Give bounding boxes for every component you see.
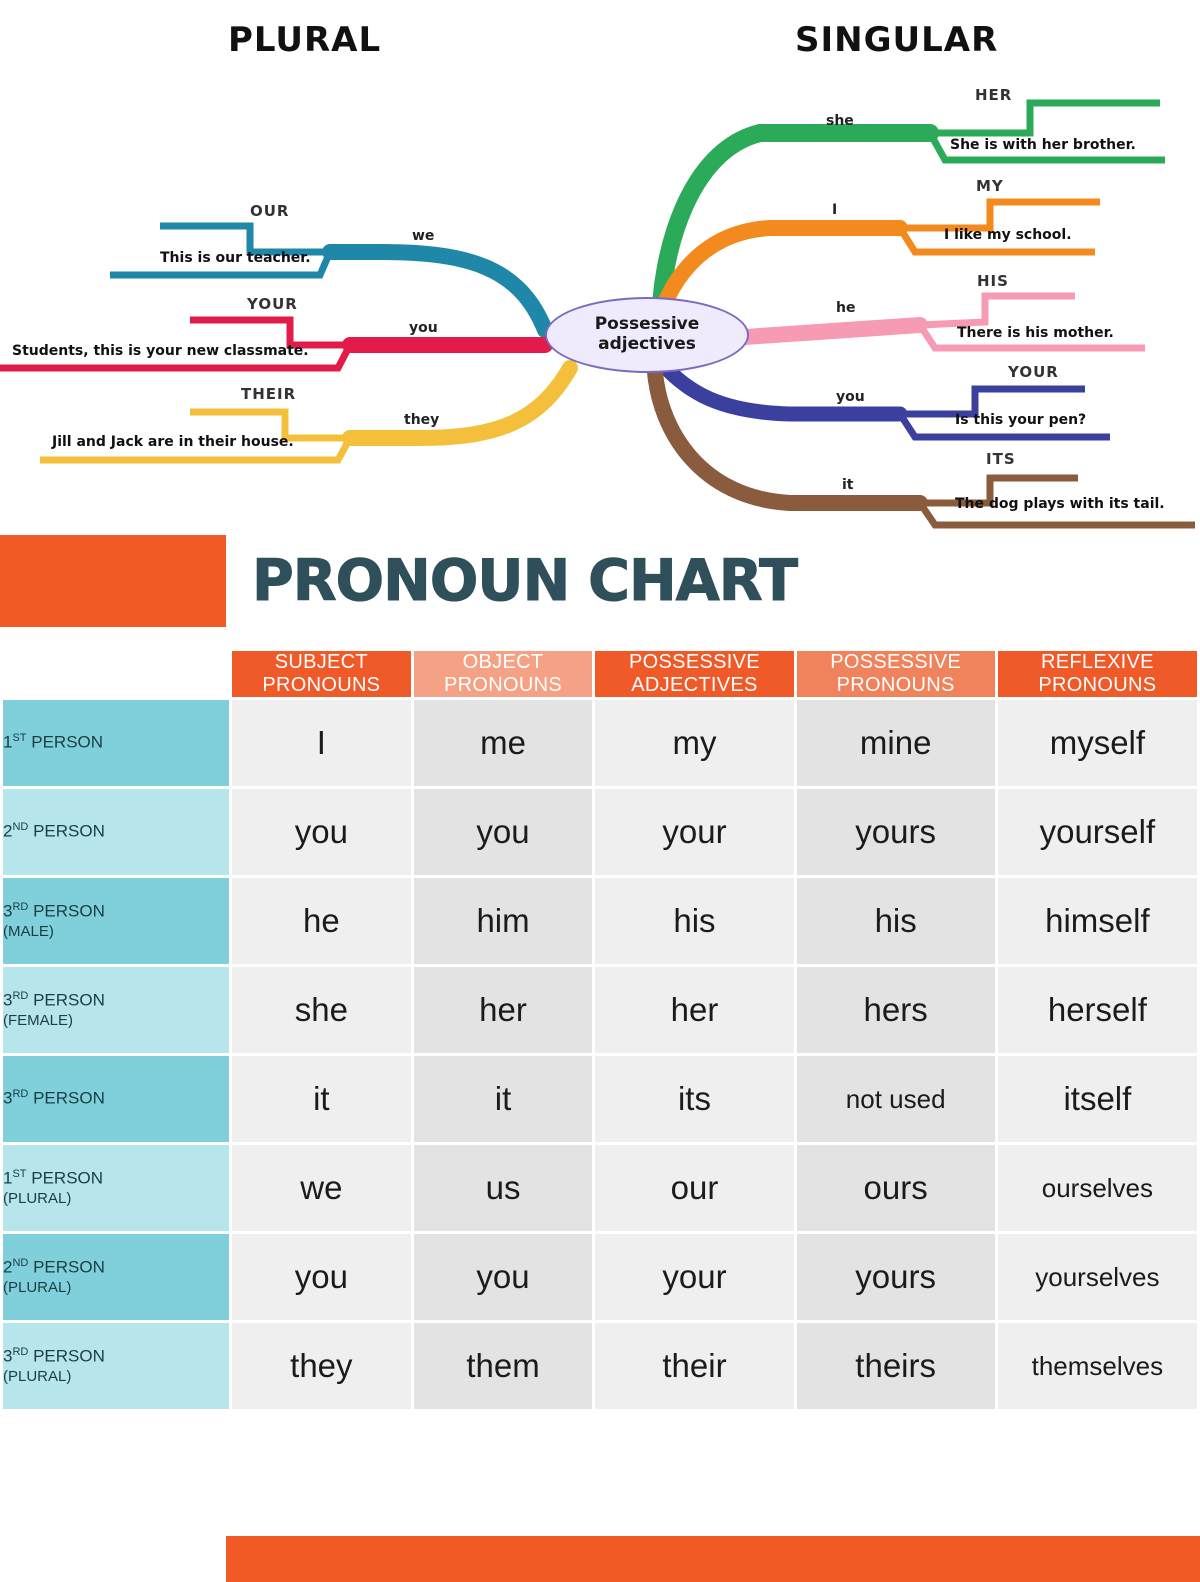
mindmap-heading-plural: PLURAL bbox=[228, 20, 382, 60]
cell-possessive-pronoun: theirs bbox=[797, 1323, 995, 1409]
cell-reflexive: yourselves bbox=[998, 1234, 1197, 1320]
row-label-rest: PERSON bbox=[28, 1347, 105, 1367]
column-header-reflexive-pronouns bbox=[998, 651, 1197, 697]
pronoun-chart bbox=[0, 535, 1200, 1582]
mindmap-center-node bbox=[545, 297, 749, 373]
row-ordinal: 2 bbox=[3, 822, 13, 842]
table-row bbox=[3, 789, 1197, 875]
column-header-line-1: POSSESSIVE bbox=[629, 651, 760, 673]
column-header-line-1: POSSESSIVE bbox=[830, 651, 962, 673]
cell-possessive-pronoun: yours bbox=[797, 1234, 995, 1320]
row-ordinal: 2 bbox=[3, 1258, 13, 1278]
cell-subject: he bbox=[232, 878, 411, 964]
cell-subject: you bbox=[232, 789, 411, 875]
row-ordinal: 1 bbox=[3, 733, 13, 753]
row-label-rest: PERSON bbox=[26, 733, 104, 753]
row-ordinal-suffix: ST bbox=[12, 1168, 27, 1181]
branch-key-her: HER bbox=[975, 86, 1013, 104]
branch-key-their: THEIR bbox=[241, 385, 297, 403]
table-row bbox=[3, 700, 1197, 786]
cell-reflexive: itself bbox=[998, 1056, 1197, 1142]
table-row bbox=[3, 1323, 1197, 1409]
row-ordinal: 1 bbox=[3, 1169, 13, 1189]
table-row bbox=[3, 1145, 1197, 1231]
branch-pronoun-we: we bbox=[412, 228, 435, 244]
row-header-2nd-person bbox=[3, 789, 229, 875]
row-header-2nd-person-plural bbox=[3, 1234, 229, 1320]
branch-key-our: OUR bbox=[250, 202, 290, 220]
cell-subject: it bbox=[232, 1056, 411, 1142]
row-header-3rd-person-neuter bbox=[3, 1056, 229, 1142]
page-title: PRONOUN CHART bbox=[252, 548, 797, 614]
cell-object: me bbox=[414, 700, 593, 786]
branch-key-my: MY bbox=[976, 177, 1004, 195]
cell-subject: she bbox=[232, 967, 411, 1053]
cell-reflexive: myself bbox=[998, 700, 1197, 786]
row-header-3rd-person-female bbox=[3, 967, 229, 1053]
column-header-object-pronouns bbox=[414, 651, 593, 697]
row-label-sub: (FEMALE) bbox=[3, 1011, 74, 1029]
row-label-sub: (MALE) bbox=[3, 922, 54, 940]
row-label-sub: (PLURAL) bbox=[3, 1189, 72, 1207]
row-ordinal-suffix: RD bbox=[12, 901, 29, 914]
branch-sentence-her: She is with her brother. bbox=[950, 137, 1136, 153]
branch-sentence-its: The dog plays with its tail. bbox=[955, 496, 1165, 512]
column-header-line-1: OBJECT bbox=[462, 651, 544, 673]
row-header-3rd-person-male bbox=[3, 878, 229, 964]
branch-key-your-sing: YOUR bbox=[1008, 363, 1059, 381]
cell-possessive-adjective: your bbox=[595, 789, 793, 875]
table-row bbox=[3, 878, 1197, 964]
branch-sentence-their: Jill and Jack are in their house. bbox=[52, 434, 294, 450]
branch-sentence-your-sing: Is this your pen? bbox=[955, 412, 1087, 428]
column-header-line-2: ADJECTIVES bbox=[631, 674, 758, 696]
row-ordinal: 3 bbox=[3, 991, 13, 1011]
cell-possessive-adjective: your bbox=[595, 1234, 793, 1320]
row-ordinal-suffix: RD bbox=[12, 990, 29, 1003]
cell-possessive-adjective: my bbox=[595, 700, 793, 786]
cell-subject: you bbox=[232, 1234, 411, 1320]
column-header-possessive-adjectives bbox=[595, 651, 793, 697]
cell-reflexive: herself bbox=[998, 967, 1197, 1053]
table-row bbox=[3, 1234, 1197, 1320]
row-label-rest: PERSON bbox=[28, 991, 105, 1011]
branch-pronoun-you-plural: you bbox=[409, 320, 438, 336]
branch-key-his: HIS bbox=[977, 272, 1009, 290]
branch-sentence-your-plural: Students, this is your new classmate. bbox=[12, 343, 309, 359]
cell-subject: I bbox=[232, 700, 411, 786]
column-header-line-2: PRONOUNS bbox=[1038, 674, 1157, 696]
cell-possessive-pronoun: hers bbox=[797, 967, 995, 1053]
branch-key-its: ITS bbox=[986, 450, 1016, 468]
cell-reflexive: themselves bbox=[998, 1323, 1197, 1409]
row-ordinal-suffix: ST bbox=[12, 732, 27, 745]
cell-object: her bbox=[414, 967, 593, 1053]
branch-sentence-his: There is his mother. bbox=[957, 325, 1114, 341]
row-label-rest: PERSON bbox=[26, 1169, 104, 1189]
row-ordinal: 3 bbox=[3, 1347, 13, 1367]
row-ordinal: 3 bbox=[3, 902, 13, 922]
branch-pronoun-it: it bbox=[842, 477, 854, 493]
title-accent-band bbox=[0, 535, 226, 627]
cell-object: it bbox=[414, 1056, 593, 1142]
row-label-rest: PERSON bbox=[28, 1089, 105, 1109]
row-ordinal-suffix: ND bbox=[12, 821, 29, 834]
row-header-1st-person bbox=[3, 700, 229, 786]
cell-possessive-pronoun: his bbox=[797, 878, 995, 964]
cell-possessive-pronoun: mine bbox=[797, 700, 995, 786]
column-header-line-1: REFLEXIVE bbox=[1041, 651, 1154, 673]
row-ordinal-suffix: ND bbox=[12, 1257, 29, 1270]
center-line-2: adjectives bbox=[598, 334, 696, 354]
cell-object: you bbox=[414, 1234, 593, 1320]
table-corner-cell bbox=[3, 651, 229, 697]
bottom-accent-band bbox=[226, 1536, 1200, 1582]
cell-subject: they bbox=[232, 1323, 411, 1409]
cell-reflexive: yourself bbox=[998, 789, 1197, 875]
cell-object: them bbox=[414, 1323, 593, 1409]
cell-possessive-adjective: their bbox=[595, 1323, 793, 1409]
row-ordinal-suffix: RD bbox=[12, 1088, 29, 1101]
branch-pronoun-you-sing: you bbox=[836, 389, 865, 405]
cell-possessive-pronoun: yours bbox=[797, 789, 995, 875]
row-label-rest: PERSON bbox=[28, 822, 105, 842]
branch-pronoun-they: they bbox=[404, 412, 440, 428]
cell-object: him bbox=[414, 878, 593, 964]
cell-subject: we bbox=[232, 1145, 411, 1231]
cell-possessive-adjective: his bbox=[595, 878, 793, 964]
center-line-1: Possessive bbox=[594, 314, 700, 335]
cell-reflexive: himself bbox=[998, 878, 1197, 964]
column-header-subject-pronouns bbox=[232, 651, 411, 697]
column-header-line-2: PRONOUNS bbox=[444, 674, 563, 696]
row-header-3rd-person-plural bbox=[3, 1323, 229, 1409]
cell-possessive-adjective: its bbox=[595, 1056, 793, 1142]
row-ordinal: 3 bbox=[3, 1089, 13, 1109]
table-row bbox=[3, 967, 1197, 1053]
row-label-rest: PERSON bbox=[28, 1258, 105, 1278]
cell-possessive-pronoun: not used bbox=[797, 1056, 995, 1142]
row-ordinal-suffix: RD bbox=[12, 1346, 29, 1359]
cell-reflexive: ourselves bbox=[998, 1145, 1197, 1231]
cell-possessive-pronoun: ours bbox=[797, 1145, 995, 1231]
mindmap-branches bbox=[0, 0, 1200, 535]
mindmap-heading-singular: SINGULAR bbox=[795, 20, 999, 60]
cell-possessive-adjective: her bbox=[595, 967, 793, 1053]
cell-object: us bbox=[414, 1145, 593, 1231]
column-header-line-2: PRONOUNS bbox=[836, 674, 955, 696]
row-label-sub: (PLURAL) bbox=[3, 1278, 72, 1296]
branch-sentence-my: I like my school. bbox=[944, 227, 1072, 243]
branch-sentence-our: This is our teacher. bbox=[160, 250, 311, 266]
row-label-sub: (PLURAL) bbox=[3, 1367, 72, 1385]
branch-pronoun-i: I bbox=[832, 202, 838, 218]
cell-possessive-adjective: our bbox=[595, 1145, 793, 1231]
branch-pronoun-she: she bbox=[826, 113, 854, 129]
pronoun-table bbox=[0, 648, 1200, 1412]
row-label-rest: PERSON bbox=[28, 902, 105, 922]
possessive-adjectives-mindmap bbox=[0, 0, 1200, 535]
column-header-line-2: PRONOUNS bbox=[262, 674, 381, 696]
cell-object: you bbox=[414, 789, 593, 875]
column-header-line-1: SUBJECT bbox=[274, 651, 368, 673]
branch-pronoun-he: he bbox=[836, 300, 856, 316]
column-header-possessive-pronouns bbox=[797, 651, 995, 697]
table-header-row bbox=[3, 651, 1197, 697]
row-header-1st-person-plural bbox=[3, 1145, 229, 1231]
branch-key-your-plural: YOUR bbox=[247, 295, 298, 313]
table-row bbox=[3, 1056, 1197, 1142]
chart-title-band bbox=[226, 535, 1200, 627]
